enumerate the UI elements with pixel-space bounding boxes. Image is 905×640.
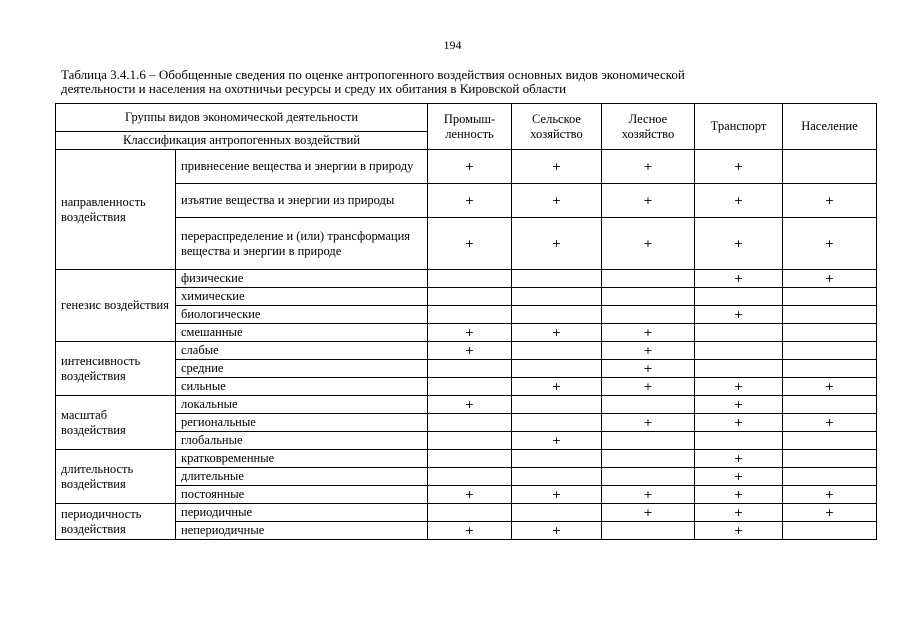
mark-cell-industry [428,342,512,360]
header-col-text: Сельское [532,111,581,126]
plus-mark: + [824,194,835,207]
mark-cell-transport [695,504,783,522]
row-label: смешанные [176,324,428,342]
row-label: биологические [176,306,428,324]
plus-mark: + [643,160,653,173]
plus-mark: + [551,434,562,447]
plus-mark: + [464,160,475,173]
mark-cell-agriculture [512,450,602,468]
mark-cell-agriculture [512,522,602,540]
plus-mark: + [733,308,744,321]
row-label: привнесение вещества и энергии в природу [176,150,428,184]
plus-mark: + [464,194,475,207]
plus-mark: + [733,470,744,483]
mark-cell-population [783,324,877,342]
row-label: непериодичные [176,522,428,540]
mark-cell-transport [695,522,783,540]
plus-mark: + [824,416,835,429]
plus-mark: + [733,524,744,537]
group-name: генезис воздействия [56,270,176,342]
mark-cell-population [783,414,877,432]
plus-mark: + [643,362,653,375]
caption-line-1: Таблица 3.4.1.6 – Обобщенные сведения по оценке антропогенного воздействия основных видов экономической [61,67,685,82]
plus-mark: + [464,524,475,537]
row-label: перераспределение и (или) трансформация вещества и энергии в природе [176,218,428,270]
plus-mark: + [733,398,744,411]
mark-cell-population [783,522,877,540]
mark-cell-agriculture [512,432,602,450]
row-label: периодичные [176,504,428,522]
header-col-forestry [602,104,695,150]
group-name: длительность воздействия [56,450,176,504]
header-col-text: Население [801,119,858,133]
mark-cell-transport [695,360,783,378]
mark-cell-agriculture [512,486,602,504]
plus-mark: + [643,326,653,339]
mark-cell-agriculture [512,342,602,360]
mark-cell-population [783,468,877,486]
plus-mark: + [643,488,653,501]
plus-mark: + [733,160,744,173]
plus-mark: + [551,160,562,173]
mark-cell-transport [695,218,783,270]
mark-cell-industry [428,522,512,540]
mark-cell-population [783,288,877,306]
row-label: глобальные [176,432,428,450]
plus-mark: + [824,237,835,250]
mark-cell-agriculture [512,324,602,342]
row-label: слабые [176,342,428,360]
mark-cell-transport [695,150,783,184]
mark-cell-forestry [602,522,695,540]
table-row [56,414,877,432]
impact-table [55,103,877,540]
mark-cell-transport [695,306,783,324]
table-body [56,104,877,540]
table-row [56,522,877,540]
mark-cell-industry [428,378,512,396]
plus-mark: + [733,272,744,285]
plus-mark: + [733,488,744,501]
mark-cell-industry [428,414,512,432]
mark-cell-forestry [602,414,695,432]
row-label: региональные [176,414,428,432]
table-row [56,150,877,184]
mark-cell-industry [428,486,512,504]
mark-cell-industry [428,450,512,468]
header-col-agriculture [512,104,602,150]
mark-cell-industry [428,288,512,306]
plus-mark: + [733,506,744,519]
header-col-text: ленность [445,126,494,141]
header-classification-label: Классификация антропогенных воздействий [56,132,428,150]
table-row [56,396,877,414]
table-row [56,450,877,468]
mark-cell-transport [695,468,783,486]
table-row [56,360,877,378]
mark-cell-population [783,342,877,360]
mark-cell-transport [695,486,783,504]
mark-cell-population [783,450,877,468]
row-label: химические [176,288,428,306]
table-caption [61,68,841,96]
mark-cell-industry [428,504,512,522]
plus-mark: + [733,237,744,250]
mark-cell-forestry [602,468,695,486]
mark-cell-forestry [602,270,695,288]
mark-cell-population [783,396,877,414]
mark-cell-agriculture [512,150,602,184]
mark-cell-forestry [602,450,695,468]
header-row-1 [56,104,877,132]
mark-cell-forestry [602,360,695,378]
mark-cell-industry [428,468,512,486]
header-col-text: Лесное [628,111,668,126]
mark-cell-agriculture [512,378,602,396]
page-number: 194 [443,38,462,52]
mark-cell-agriculture [512,306,602,324]
plus-mark: + [643,194,653,207]
table-row [56,378,877,396]
plus-mark: + [464,344,475,357]
plus-mark: + [551,488,562,501]
mark-cell-agriculture [512,270,602,288]
mark-cell-industry [428,184,512,218]
plus-mark: + [824,272,835,285]
mark-cell-industry [428,360,512,378]
mark-cell-population [783,150,877,184]
plus-mark: + [551,524,562,537]
mark-cell-agriculture [512,288,602,306]
mark-cell-forestry [602,324,695,342]
group-name: периодичность воздействия [56,504,176,540]
plus-mark: + [551,194,562,207]
mark-cell-agriculture [512,396,602,414]
mark-cell-industry [428,306,512,324]
mark-cell-transport [695,324,783,342]
mark-cell-population [783,218,877,270]
group-name: интенсивность воздействия [56,342,176,396]
mark-cell-industry [428,270,512,288]
plus-mark: + [733,194,744,207]
mark-cell-forestry [602,432,695,450]
plus-mark: + [643,380,653,393]
mark-cell-transport [695,396,783,414]
plus-mark: + [551,326,562,339]
row-label: локальные [176,396,428,414]
mark-cell-transport [695,342,783,360]
header-col-text: Промыш- [443,111,496,126]
header-col-text: Транспорт [710,119,767,133]
mark-cell-industry [428,396,512,414]
mark-cell-population [783,184,877,218]
row-label: средние [176,360,428,378]
mark-cell-forestry [602,378,695,396]
table-row [56,306,877,324]
row-label: постоянные [176,486,428,504]
table-row [56,432,877,450]
plus-mark: + [464,398,475,411]
row-label: кратковременные [176,450,428,468]
mark-cell-forestry [602,288,695,306]
plus-mark: + [643,344,653,357]
mark-cell-population [783,486,877,504]
mark-cell-industry [428,150,512,184]
mark-cell-forestry [602,184,695,218]
header-col-transport [695,104,783,150]
plus-mark: + [733,380,744,393]
mark-cell-forestry [602,150,695,184]
row-label: сильные [176,378,428,396]
table-row [56,324,877,342]
plus-mark: + [551,380,562,393]
table-row [56,218,877,270]
mark-cell-agriculture [512,360,602,378]
header-col-text: хозяйство [530,126,583,141]
header-col-industry [428,104,512,150]
table-row [56,486,877,504]
mark-cell-forestry [602,396,695,414]
mark-cell-population [783,306,877,324]
plus-mark: + [733,416,744,429]
table-row [56,270,877,288]
mark-cell-forestry [602,306,695,324]
mark-cell-forestry [602,342,695,360]
mark-cell-population [783,378,877,396]
plus-mark: + [551,237,562,250]
group-name: направленность воздействия [56,150,176,270]
table-row [56,288,877,306]
table-row [56,184,877,218]
plus-mark: + [824,506,835,519]
mark-cell-transport [695,432,783,450]
plus-mark: + [643,416,653,429]
row-label: длительные [176,468,428,486]
header-col-text: хозяйство [621,126,675,141]
table-row [56,504,877,522]
table-row [56,342,877,360]
mark-cell-forestry [602,218,695,270]
caption-line-2: деятельности и населения на охотничьи ресурсы и среду их обитания в Кировской области [61,81,567,96]
mark-cell-transport [695,450,783,468]
plus-mark: + [643,506,653,519]
mark-cell-agriculture [512,184,602,218]
mark-cell-industry [428,218,512,270]
mark-cell-agriculture [512,414,602,432]
mark-cell-population [783,432,877,450]
mark-cell-forestry [602,504,695,522]
mark-cell-transport [695,288,783,306]
mark-cell-population [783,504,877,522]
header-groups-label: Группы видов экономической деятельности [56,104,428,132]
mark-cell-population [783,360,877,378]
mark-cell-agriculture [512,504,602,522]
mark-cell-transport [695,414,783,432]
plus-mark: + [464,488,475,501]
mark-cell-population [783,270,877,288]
plus-mark: + [824,488,835,501]
header-col-population [783,104,877,150]
row-label: изъятие вещества и энергии из природы [176,184,428,218]
mark-cell-industry [428,432,512,450]
mark-cell-transport [695,378,783,396]
plus-mark: + [464,326,475,339]
plus-mark: + [733,452,744,465]
group-name: масштаб воздействия [56,396,176,450]
table-row [56,468,877,486]
mark-cell-agriculture [512,468,602,486]
plus-mark: + [464,237,475,250]
plus-mark: + [824,380,835,393]
plus-mark: + [643,237,653,250]
mark-cell-industry [428,324,512,342]
mark-cell-agriculture [512,218,602,270]
mark-cell-forestry [602,486,695,504]
mark-cell-transport [695,184,783,218]
row-label: физические [176,270,428,288]
mark-cell-transport [695,270,783,288]
